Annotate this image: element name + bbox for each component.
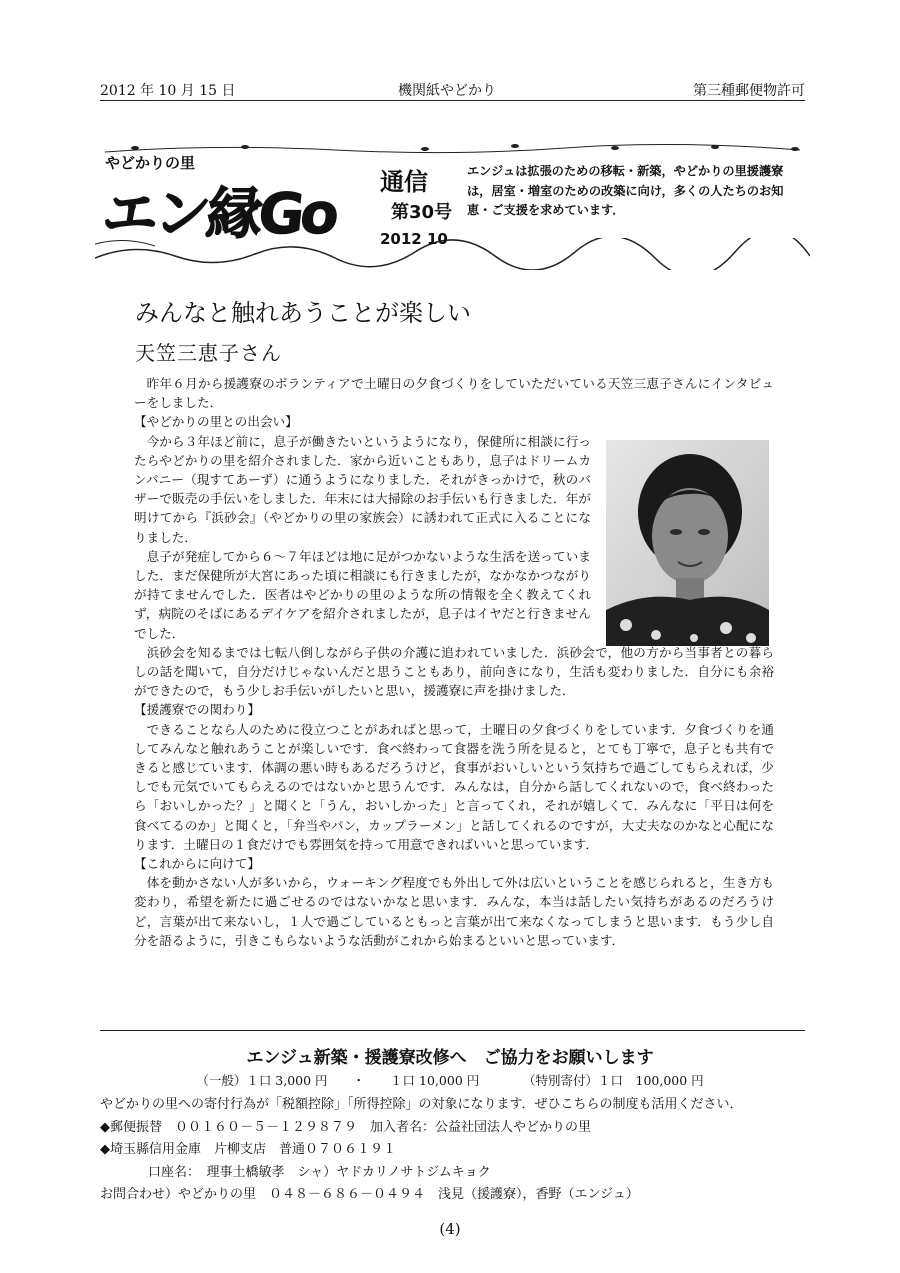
donation-divider [100, 1030, 805, 1031]
article-body [134, 374, 774, 950]
article-title: みんなと触れあうことが楽しい [135, 299, 471, 327]
paragraph: 体を動かさない人が多いから，ウォーキング程度でも外出して外は広いということを感じられると，生き方も変わり，希望を新たに過ごせるのではないかなと思います．みんな，本当は話したい気持ちがあるのだろうけど，言葉が出て来ないし，１人で過ごしているともっと言葉が出て来なくなってしまうと思います．もう少し自分を語るように，引きこもらないような活動がこれから始まるといいと思っています． [134, 875, 774, 948]
section-heading-future: 【これからに向けて】 [134, 856, 260, 872]
interviewee-name: 天笠三恵子さん [135, 341, 282, 365]
issue-date: 2012 年 10 月 15 日 [100, 83, 236, 99]
banner-message: エンジュは拡張のための移転・新築，やどかりの里援護寮は，居室・増室のための改築に向け，多くの人たちのお知恵・ご支援を求めています． [467, 164, 784, 217]
article-intro: 昨年６月から援護寮のボランティアで土曜日の夕食づくりをしていただいている天笠三恵子さんにインタビューをしました． [134, 376, 774, 411]
donation-info [100, 1094, 820, 1207]
donation-appeal: エンジュ新築・援護寮改修へ ご協力をお願いします [246, 1048, 654, 1068]
logo-tsushin: 通信 [380, 168, 428, 196]
header-divider [100, 100, 805, 101]
section-heading-involvement: 【援護寮での関わり】 [134, 702, 260, 718]
donation-units: （一般）１口 3,000 円 ・ １口 10,000 円 （特別寄付）１口 100,000 円 [196, 1073, 704, 1088]
contact-info: お問合わせ）やどかりの里 ０４８－６８６－０４９４ 浅見（援護寮），香野（エンジュ） [100, 1187, 639, 1202]
section-heading-encounter: 【やどかりの里との出会い】 [134, 414, 298, 430]
tax-note: やどかりの里への寄付行為が「税額控除」「所得控除」の対象になります．ぜひこちらの制度も活用ください． [100, 1097, 743, 1112]
logo-subtitle: やどかりの里 [105, 154, 196, 172]
paragraph: できることなら人のために役立つことがあればと思って，土曜日の夕食づくりをしています．夕食づくりを通してみんなと触れあうことが楽しいです．食べ終わって食器を洗う所を見ると，とても丁寧で，息子とも共有できると感じています．体調の悪い時もあるだろうけど，食事がおいしいという気持ちで過ごしてもらえれば，少しでも元気でいてもらえるのではないかと思うんです．みんなは，自分から話してくれないので，食べ終わったら「おいしかった？」と聞くと「うん，おいしかった」と言ってくれ，それが嬉しくて．みんなに「平日は何を食べてるのか」と聞くと，「弁当やパン，カップラーメン」と話してくれるのですが，大丈夫なのかなと心配になります．土曜日の１食だけでも雰囲気を持って用意できればいいと思っています． [134, 721, 774, 852]
issue-number: 第30号 [391, 202, 453, 223]
paragraph: 浜砂会を知るまでは七転八倒しながら子供の介護に追われていました．浜砂会で，他の方から当事者との暮らしの話を聞いて，自分だけじゃないんだと思うこともあり，前向きになり，生活も変わりました．自分にも余裕ができたので，もう少しお手伝いがしたいと思い，援護寮に声を掛けました． [134, 644, 774, 699]
issue-year-month: 2012 10 [380, 230, 448, 248]
postal-transfer: ◆郵便振替 ００１６０－５－１２９８７９ 加入者名：公益社団法人やどかりの里 [100, 1119, 591, 1135]
postal-permit: 第三種郵便物許可 [693, 83, 805, 99]
paragraph: 息子が発症してから６～７年ほどは地に足がつかないような生活を送っていました．まだ保健所が大宮にあった頃に相談にも行きましたが，なかなかつながりが持てませんでした．医者はやどかりの里のような所の情報を全く教えてくれず，病院のそばにあるデイケアを紹介されましたが，息子はイヤだと行きませんでした． [134, 548, 591, 641]
banner-leaf-border [95, 140, 810, 160]
page-number: (4) [439, 1220, 461, 1238]
bank-account: ◆埼玉縣信用金庫 片柳支店 普通０７０６１９１ [100, 1142, 396, 1157]
account-name: 口座名： 理事土橋敏孝 シャ）ヤドカリノサトジムキョク [148, 1164, 491, 1180]
newsletter-logo: エン縁Go [99, 182, 339, 247]
publication-name: 機関紙やどかり [398, 83, 496, 99]
paragraph: 今から３年ほど前に，息子が働きたいというようになり，保健所に相談に行ったらやどかりの里を紹介されました．家から近いこともあり，息子はドリームカンパニー（現すてあーず）に通うようになりました．それがきっかけで，秋のバザーで販売の手伝いをしました．年末には大掃除のお手伝いも行きました．年が明けてから『浜砂会』（やどかりの里の家族会）に誘われて正式に入ることになりました． [134, 433, 592, 545]
newsletter-banner [95, 140, 810, 270]
